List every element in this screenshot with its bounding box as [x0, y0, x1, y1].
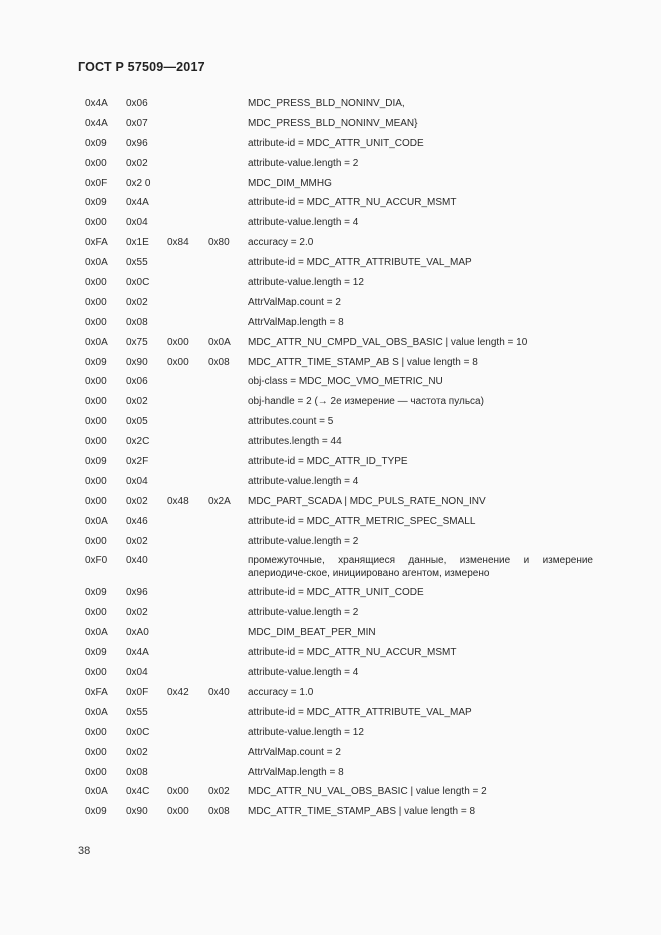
byte-row	[0, 452, 661, 472]
byte-listing	[0, 94, 661, 822]
byte-2: 0x02	[126, 535, 148, 547]
byte-row	[0, 551, 661, 583]
field-description: attribute-value.length = 2	[248, 535, 359, 547]
byte-row	[0, 253, 661, 273]
byte-1: 0x0A	[85, 786, 108, 798]
byte-row	[0, 603, 661, 623]
byte-2: 0x02	[126, 746, 148, 758]
field-description: attribute-id = MDC_ATTR_UNIT_CODE	[248, 587, 424, 599]
field-description: attribute-value.length = 4	[248, 217, 359, 229]
byte-1: 0x0A	[85, 706, 108, 718]
byte-1: 0x09	[85, 137, 107, 149]
field-description: attribute-value.length = 12	[248, 726, 364, 738]
byte-2: 0x40	[126, 555, 148, 567]
field-description: attribute-value.length = 2	[248, 157, 359, 169]
byte-2: 0x02	[126, 296, 148, 308]
byte-1: 0x00	[85, 416, 107, 428]
byte-2: 0x04	[126, 475, 148, 487]
byte-2: 0x2F	[126, 456, 149, 468]
byte-row	[0, 432, 661, 452]
field-description: MDC_PRESS_BLD_NONINV_DIA,	[248, 98, 405, 109]
byte-row	[0, 313, 661, 333]
byte-4: 0x0A	[208, 336, 231, 348]
byte-1: 0x00	[85, 746, 107, 758]
field-description: AttrValMap.length = 8	[248, 316, 344, 328]
field-description: attribute-id = MDC_ATTR_UNIT_CODE	[248, 137, 424, 149]
byte-1: 0x00	[85, 667, 107, 679]
byte-2: 0x4A	[126, 197, 149, 209]
byte-1: 0x09	[85, 647, 107, 659]
page-number: 38	[78, 845, 91, 857]
byte-1: 0x00	[85, 376, 107, 388]
byte-row	[0, 273, 661, 293]
byte-4: 0x02	[208, 786, 230, 798]
byte-row	[0, 174, 661, 194]
field-description: AttrValMap.count = 2	[248, 296, 341, 308]
byte-1: 0x09	[85, 356, 107, 368]
byte-1: 0x09	[85, 197, 107, 209]
byte-row	[0, 333, 661, 353]
byte-2: 0x02	[126, 157, 148, 169]
byte-4: 0x08	[208, 356, 230, 368]
byte-row	[0, 134, 661, 154]
byte-1: 0x00	[85, 217, 107, 229]
field-description: obj-handle = 2 (→ 2е измерение — частота пульса)	[248, 396, 484, 408]
byte-2: 0x04	[126, 217, 148, 229]
byte-row	[0, 154, 661, 174]
byte-1: 0x00	[85, 436, 107, 448]
field-description: MDC_ATTR_TIME_STAMP_AB S | value length = 8	[248, 356, 478, 368]
byte-row	[0, 193, 661, 213]
field-description: accuracy = 1.0	[248, 686, 314, 698]
byte-row	[0, 492, 661, 512]
field-description: MDC_DIM_MMHG	[248, 177, 332, 189]
byte-row	[0, 782, 661, 802]
byte-3: 0x84	[167, 237, 189, 249]
byte-2: 0x90	[126, 806, 148, 818]
byte-row	[0, 114, 661, 134]
byte-3: 0x42	[167, 686, 189, 698]
byte-3: 0x48	[167, 495, 189, 507]
byte-1: 0x0A	[85, 515, 108, 527]
byte-1: 0x00	[85, 766, 107, 778]
byte-2: 0x1E	[126, 237, 149, 249]
byte-row	[0, 743, 661, 763]
field-description: attribute-id = MDC_ATTR_METRIC_SPEC_SMALL	[248, 515, 476, 527]
byte-4: 0x40	[208, 686, 230, 698]
byte-2: 0x02	[126, 495, 148, 507]
byte-1: 0x00	[85, 495, 107, 507]
byte-row	[0, 763, 661, 783]
byte-1: 0x09	[85, 587, 107, 599]
byte-2: 0x06	[126, 98, 148, 109]
field-description: MDC_PART_SCADA | MDC_PULS_RATE_NON_INV	[248, 495, 486, 507]
byte-row	[0, 683, 661, 703]
field-description: attribute-value.length = 12	[248, 277, 364, 289]
byte-2: 0x2 0	[126, 177, 151, 189]
field-description: attribute-id = MDC_ATTR_ATTRIBUTE_VAL_MAP	[248, 257, 472, 269]
field-description: obj-class = MDC_MOC_VMO_METRIC_NU	[248, 376, 443, 388]
byte-1: 0xFA	[85, 237, 108, 249]
byte-row	[0, 412, 661, 432]
byte-1: 0x4A	[85, 117, 108, 129]
field-description: MDC_ATTR_NU_CMPD_VAL_OBS_BASIC | value length = 10	[248, 336, 528, 348]
byte-3: 0x00	[167, 336, 189, 348]
byte-1: 0x00	[85, 157, 107, 169]
byte-row	[0, 583, 661, 603]
byte-2: 0x90	[126, 356, 148, 368]
field-description: accuracy = 2.0	[248, 237, 314, 249]
byte-1: 0x00	[85, 396, 107, 408]
byte-row	[0, 392, 661, 412]
byte-3: 0x00	[167, 356, 189, 368]
field-description: attributes.count = 5	[248, 416, 334, 428]
byte-4: 0x80	[208, 237, 230, 249]
byte-1: 0x0A	[85, 627, 108, 639]
byte-2: 0x46	[126, 515, 148, 527]
field-description: промежуточные, хранящиеся данные, изменение и измерение апериодиче-ское, инициировано агентом, измерено	[248, 555, 593, 580]
field-description: attribute-id = MDC_ATTR_NU_ACCUR_MSMT	[248, 647, 457, 659]
byte-2: 0x05	[126, 416, 148, 428]
byte-row	[0, 372, 661, 392]
byte-2: 0x75	[126, 336, 148, 348]
byte-1: 0x0A	[85, 257, 108, 269]
byte-row	[0, 723, 661, 743]
byte-1: 0x0F	[85, 177, 108, 189]
byte-1: 0x00	[85, 316, 107, 328]
byte-1: 0x00	[85, 607, 107, 619]
document-header: ГОСТ Р 57509—2017	[78, 60, 205, 74]
byte-2: 0x2C	[126, 436, 150, 448]
byte-1: 0x00	[85, 475, 107, 487]
byte-1: 0x00	[85, 535, 107, 547]
byte-row	[0, 663, 661, 683]
byte-2: 0x4A	[126, 647, 149, 659]
field-description: attribute-id = MDC_ATTR_NU_ACCUR_MSMT	[248, 197, 457, 209]
byte-4: 0x2A	[208, 495, 231, 507]
byte-row	[0, 532, 661, 552]
byte-row	[0, 703, 661, 723]
byte-1: 0xFA	[85, 686, 108, 698]
byte-2: 0xA0	[126, 627, 149, 639]
byte-2: 0x0F	[126, 686, 149, 698]
byte-2: 0x06	[126, 376, 148, 388]
field-description: AttrValMap.length = 8	[248, 766, 344, 778]
byte-row	[0, 472, 661, 492]
byte-row	[0, 353, 661, 373]
byte-2: 0x55	[126, 706, 148, 718]
byte-row	[0, 293, 661, 313]
byte-2: 0x02	[126, 396, 148, 408]
field-description: MDC_DIM_BEAT_PER_MIN	[248, 627, 376, 639]
byte-row	[0, 94, 661, 114]
byte-2: 0x0C	[126, 726, 150, 738]
byte-1: 0x00	[85, 296, 107, 308]
byte-2: 0x04	[126, 667, 148, 679]
field-description: attribute-id = MDC_ATTR_ATTRIBUTE_VAL_MAP	[248, 706, 472, 718]
field-description: AttrValMap.count = 2	[248, 746, 341, 758]
field-description: attribute-value.length = 2	[248, 607, 359, 619]
byte-2: 0x96	[126, 587, 148, 599]
byte-4: 0x08	[208, 806, 230, 818]
field-description: MDC_ATTR_TIME_STAMP_ABS | value length = 8	[248, 806, 476, 818]
byte-1: 0xF0	[85, 555, 108, 567]
field-description: MDC_ATTR_NU_VAL_OBS_BASIC | value length = 2	[248, 786, 487, 798]
byte-1: 0x0A	[85, 336, 108, 348]
field-description: attributes.length = 44	[248, 436, 342, 448]
byte-row	[0, 643, 661, 663]
byte-row	[0, 802, 661, 822]
byte-2: 0x02	[126, 607, 148, 619]
field-description: attribute-value.length = 4	[248, 667, 359, 679]
byte-3: 0x00	[167, 806, 189, 818]
field-description: attribute-value.length = 4	[248, 475, 359, 487]
byte-row	[0, 512, 661, 532]
byte-2: 0x08	[126, 766, 148, 778]
byte-2: 0x55	[126, 257, 148, 269]
byte-3: 0x00	[167, 786, 189, 798]
byte-1: 0x00	[85, 726, 107, 738]
byte-row	[0, 213, 661, 233]
byte-2: 0x07	[126, 117, 148, 129]
field-description: MDC_PRESS_BLD_NONINV_MEAN}	[248, 117, 418, 129]
byte-1: 0x09	[85, 806, 107, 818]
byte-1: 0x4A	[85, 98, 108, 109]
byte-2: 0x0C	[126, 277, 150, 289]
byte-2: 0x96	[126, 137, 148, 149]
byte-1: 0x00	[85, 277, 107, 289]
byte-row	[0, 623, 661, 643]
byte-2: 0x08	[126, 316, 148, 328]
byte-row	[0, 233, 661, 253]
byte-1: 0x09	[85, 456, 107, 468]
byte-2: 0x4C	[126, 786, 150, 798]
field-description: attribute-id = MDC_ATTR_ID_TYPE	[248, 456, 408, 468]
